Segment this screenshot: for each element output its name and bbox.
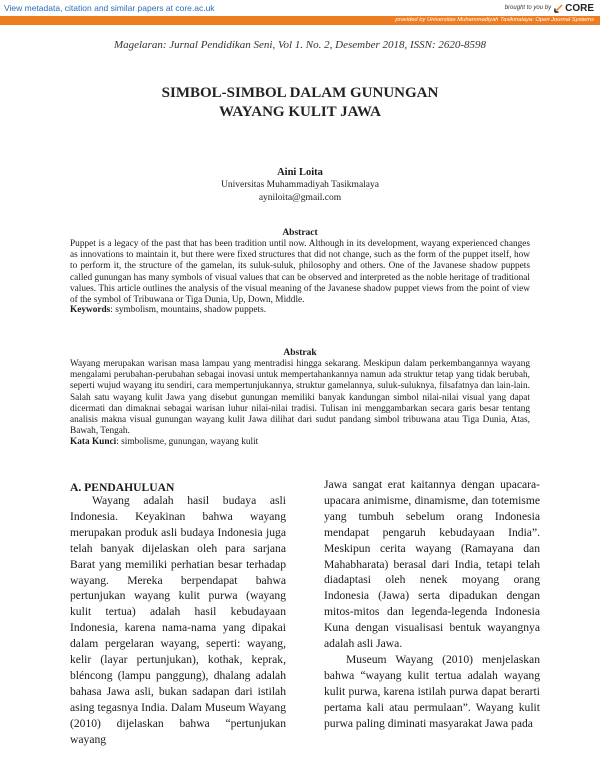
author-affiliation: Universitas Muhammadiyah Tasikmalaya: [221, 180, 379, 190]
kata-kunci: [70, 437, 530, 448]
body-column-2-para-1: Jawa sangat erat kaitannya dengan upacara-upacara animisme, dinamisme, dan totemisme yang tumbuh sebelum orang Indonesia mendapat pengaruh kebudayaan India”. Meskipun cerita wayang (Ramayana dan Mahabharata) berasal dari India, tetapi telah diadaptasi oleh nenek moyang orang Indonesia (Jawa) serta dipadukan dengan mitos-mitos dan legenda-legenda Indonesia Kuna dengan visualisasi bentuk wayangnya adalah asli Jawa.: [324, 478, 540, 651]
body-column-2: [324, 477, 540, 732]
core-banner: [0, 0, 600, 16]
core-metadata-link[interactable]: View metadata, citation and similar papers at core.ac.uk: [4, 3, 215, 13]
journal-header: Magelaran: Jurnal Pendidikan Seni, Vol 1. No. 2, Desember 2018, ISSN: 2620-8598: [113, 39, 487, 51]
section-heading: A. PENDAHULUAN: [70, 481, 175, 494]
abstract-heading: Abstract: [282, 228, 318, 238]
body-column-2-para-2: Museum Wayang (2010) menjelaskan bahwa “wayang kulit tertua adalah wayang kulit purwa, karena istilah purwa dapat berarti pertama kali atau permulaan”. Wayang kulit purwa paling diminati masyarakat Jawa pada: [324, 652, 540, 730]
paper-title-line1: SIMBOL-SIMBOL DALAM GUNUNGAN: [161, 85, 439, 101]
brought-by-text: brought to you by: [504, 5, 552, 11]
core-logo-icon: [554, 4, 563, 13]
body-column-1: Wayang adalah hasil budaya asli Indonesia. Keyakinan bahwa wayang merupakan produk asli budaya Indonesia juga telah banyak dijelaskan oleh para sarjana Barat yang memiliki perhatian besar terhadap wayang. Mereka berpendapat bahwa pertunjukan wayang kulit purwa (wayang kulit tertua) adalah hasil kebudayaan Indonesia, karena nama-nama yang dipakai dalam pergelaran wayang, seperti: wayang, kelir (layar pertunjukan), kothak, keprak, bléncong (lampu panggung), dhalang adalah bahasa Jawa asli, bukan sadapan dari istilah asing tegasnya India. Dalam Museum Wayang (2010) dijelaskan bahwa “pertunjukan wayang: [70, 494, 286, 746]
abstrak-heading: Abstrak: [283, 348, 317, 358]
paper-title-line2: WAYANG KULIT JAWA: [219, 104, 381, 120]
core-logo[interactable]: [554, 3, 594, 14]
abstract-body: Puppet is a legacy of the past that has been tradition until now. Although in its development, wayang experienced changes as innovations to maintain it, but there were fixed structures that did not change, such as the form of the puppet itself, how to perform it, the structure of the gamelan, its suluk-suluk, philosophy and others. One of the Javanese shadow puppets called gunungan has many symbols of visual values that can be observed and interpreted as the noble heritage of traditional values. This article outlines the analysis of the visual meaning of the Javanese shadow puppet views from the point of view of the symbol of Tribuwana or Tiga Dunia, Up, Down, Middle.: [70, 239, 530, 306]
core-provided-text[interactable]: provided by Universitas Muhammadiyah Tasikmalaya: Open Journal Systems: [395, 17, 594, 23]
core-brand[interactable]: [505, 1, 594, 15]
core-provided-bar: [0, 16, 600, 25]
keywords-label: Keywords: [70, 305, 111, 315]
keywords: [70, 305, 530, 316]
core-logo-text: CORE: [565, 2, 594, 14]
keywords-text: : symbolism, mountains, shadow puppets.: [110, 305, 267, 315]
paper-title: [0, 84, 600, 122]
author-name: Aini Loita: [277, 167, 323, 178]
abstrak-body: Wayang merupakan warisan masa lampau yang mentradisi hingga sekarang. Meskipun dalam perkembangannya wayang mengalami perubahan-perubahan sebagai inovasi untuk mempertahankannya namun ada struktur tetap yang tidak berubah, seperti wujud wayang itu sendiri, cara mempertunjukannya, struktur gamelannya, suluk-suluknya, filsafatnya dan lain-lain. Salah satu wayang kulit Jawa yang disebut gunungan memiliki banyak kandungan simbol nilai-nilai visual yang dapat dicermati dan dimaknai sebagai warisan luhur nilai-nilai tradisi. Tulisan ini menggambarkan secara garis besar tentang analisis makna visual gunungan wayang kulit Jawa dilihat dari sudut pandang simbol tribuwana atau Tiga Dunia, Atas, Bawah, Tengah.: [70, 359, 530, 437]
kata-kunci-text: : simbolisme, gunungan, wayang kulit: [116, 437, 259, 447]
kata-kunci-label: Kata Kunci: [70, 437, 117, 447]
author-email: ayniloita@gmail.com: [258, 193, 342, 203]
